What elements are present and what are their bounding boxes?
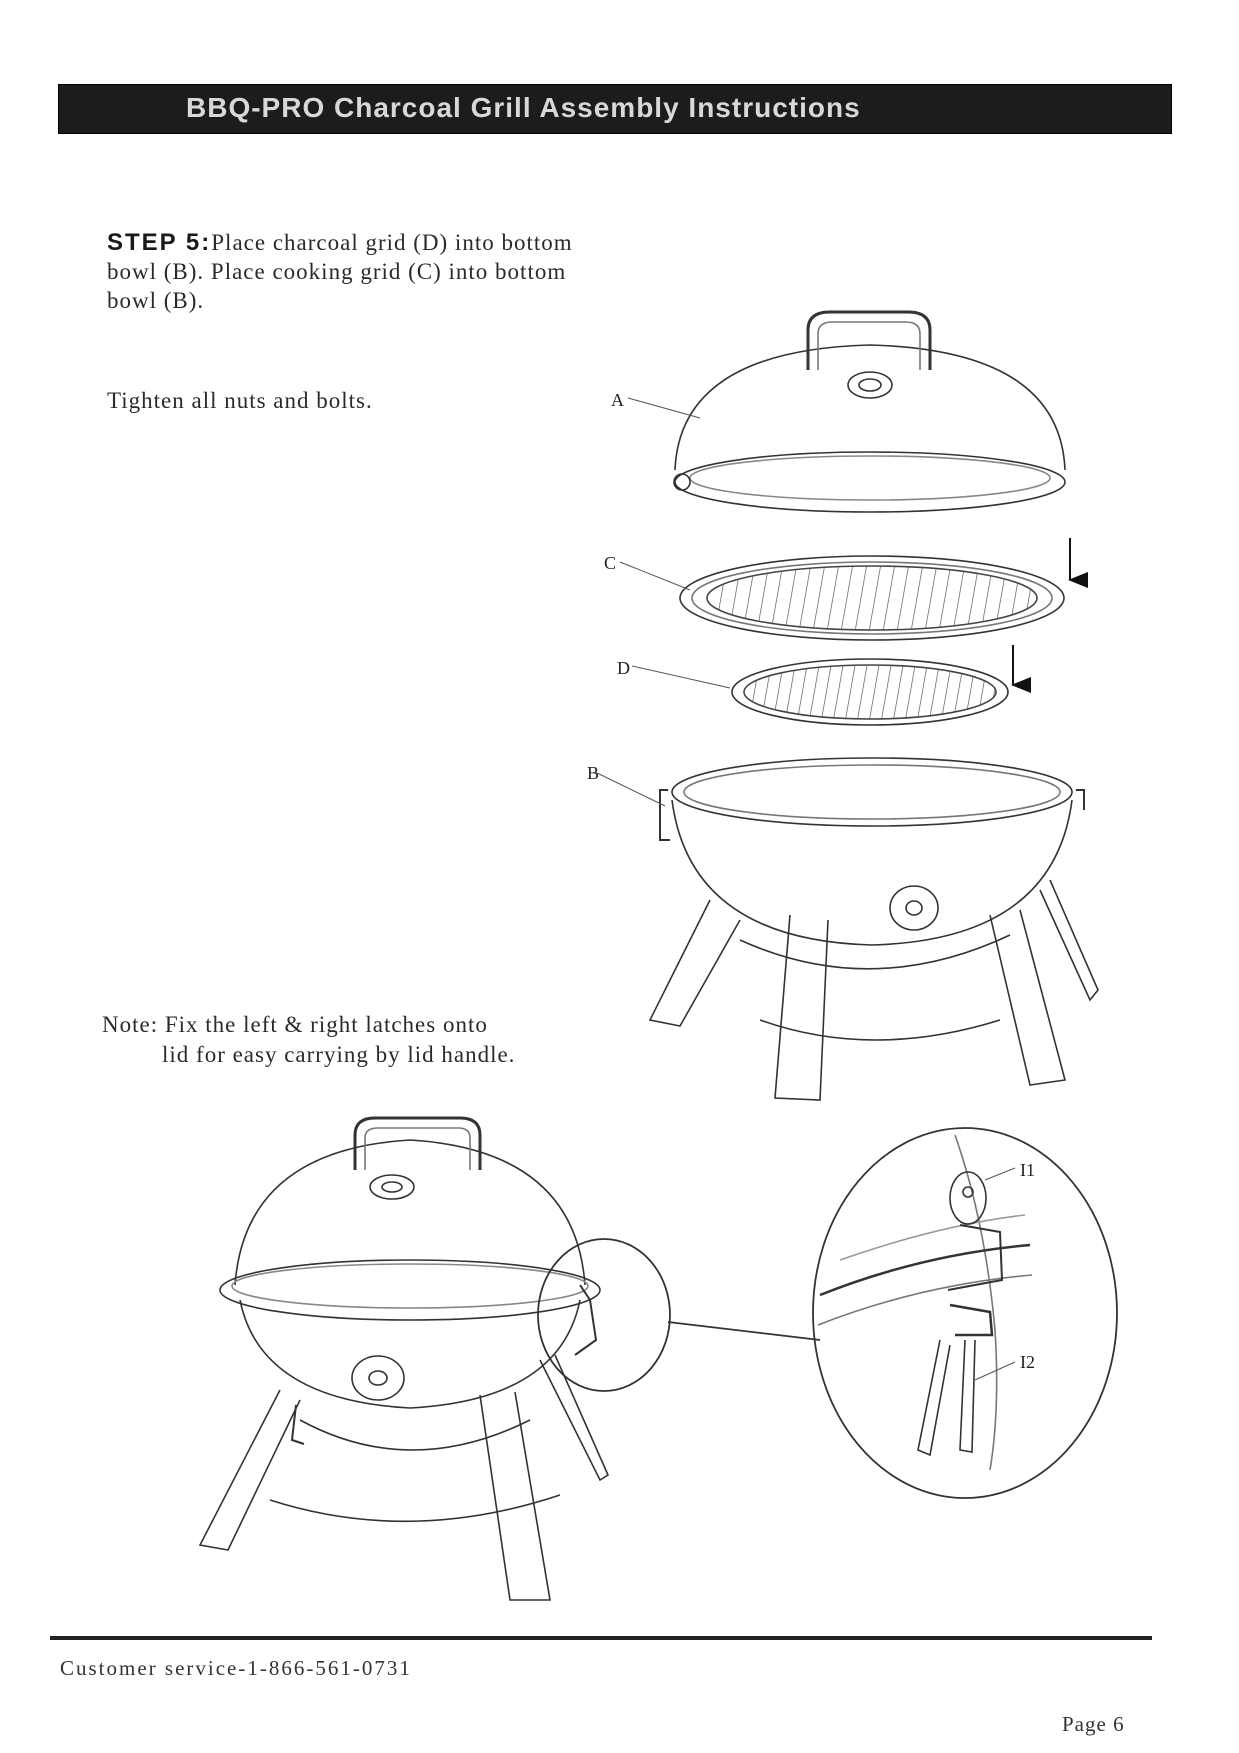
grill-lid <box>674 312 1065 512</box>
footer-rule <box>50 1636 1152 1640</box>
leader-line-d <box>632 666 730 688</box>
grill-bowl <box>650 758 1098 1100</box>
part-label-b: B <box>587 763 600 783</box>
charcoal-grid <box>732 659 1008 725</box>
assembled-grill <box>200 1118 608 1600</box>
leader-line-a <box>628 398 700 418</box>
part-label-i1: I1 <box>1020 1160 1035 1180</box>
tighten-instruction: Tighten all nuts and bolts. <box>107 388 373 413</box>
leader-line-c <box>620 562 690 590</box>
part-label-a: A <box>611 390 624 410</box>
note-line-1: Note: Fix the left & right latches onto <box>102 1012 488 1037</box>
leader-line-b <box>595 772 665 806</box>
customer-service: Customer service-1-866-561-0731 <box>60 1656 412 1680</box>
step-text: Place charcoal grid (D) into bottom bowl (B). Place cooking grid (C) into bottom bowl (B). <box>107 230 573 313</box>
page-number: Page 6 <box>1062 1712 1125 1736</box>
part-label-i2: I2 <box>1020 1352 1035 1372</box>
latch-detail <box>813 1128 1117 1498</box>
detail-circle-small <box>538 1239 670 1391</box>
detail-connector-line <box>668 1322 820 1340</box>
note-line-2: lid for easy carrying by lid handle. <box>162 1042 516 1067</box>
step-label: STEP 5: <box>107 229 212 256</box>
cooking-grid <box>680 556 1064 640</box>
part-label-c: C <box>604 553 617 573</box>
page-title: BBQ-PRO Charcoal Grill Assembly Instructions <box>186 92 861 123</box>
part-label-d: D <box>617 658 630 678</box>
